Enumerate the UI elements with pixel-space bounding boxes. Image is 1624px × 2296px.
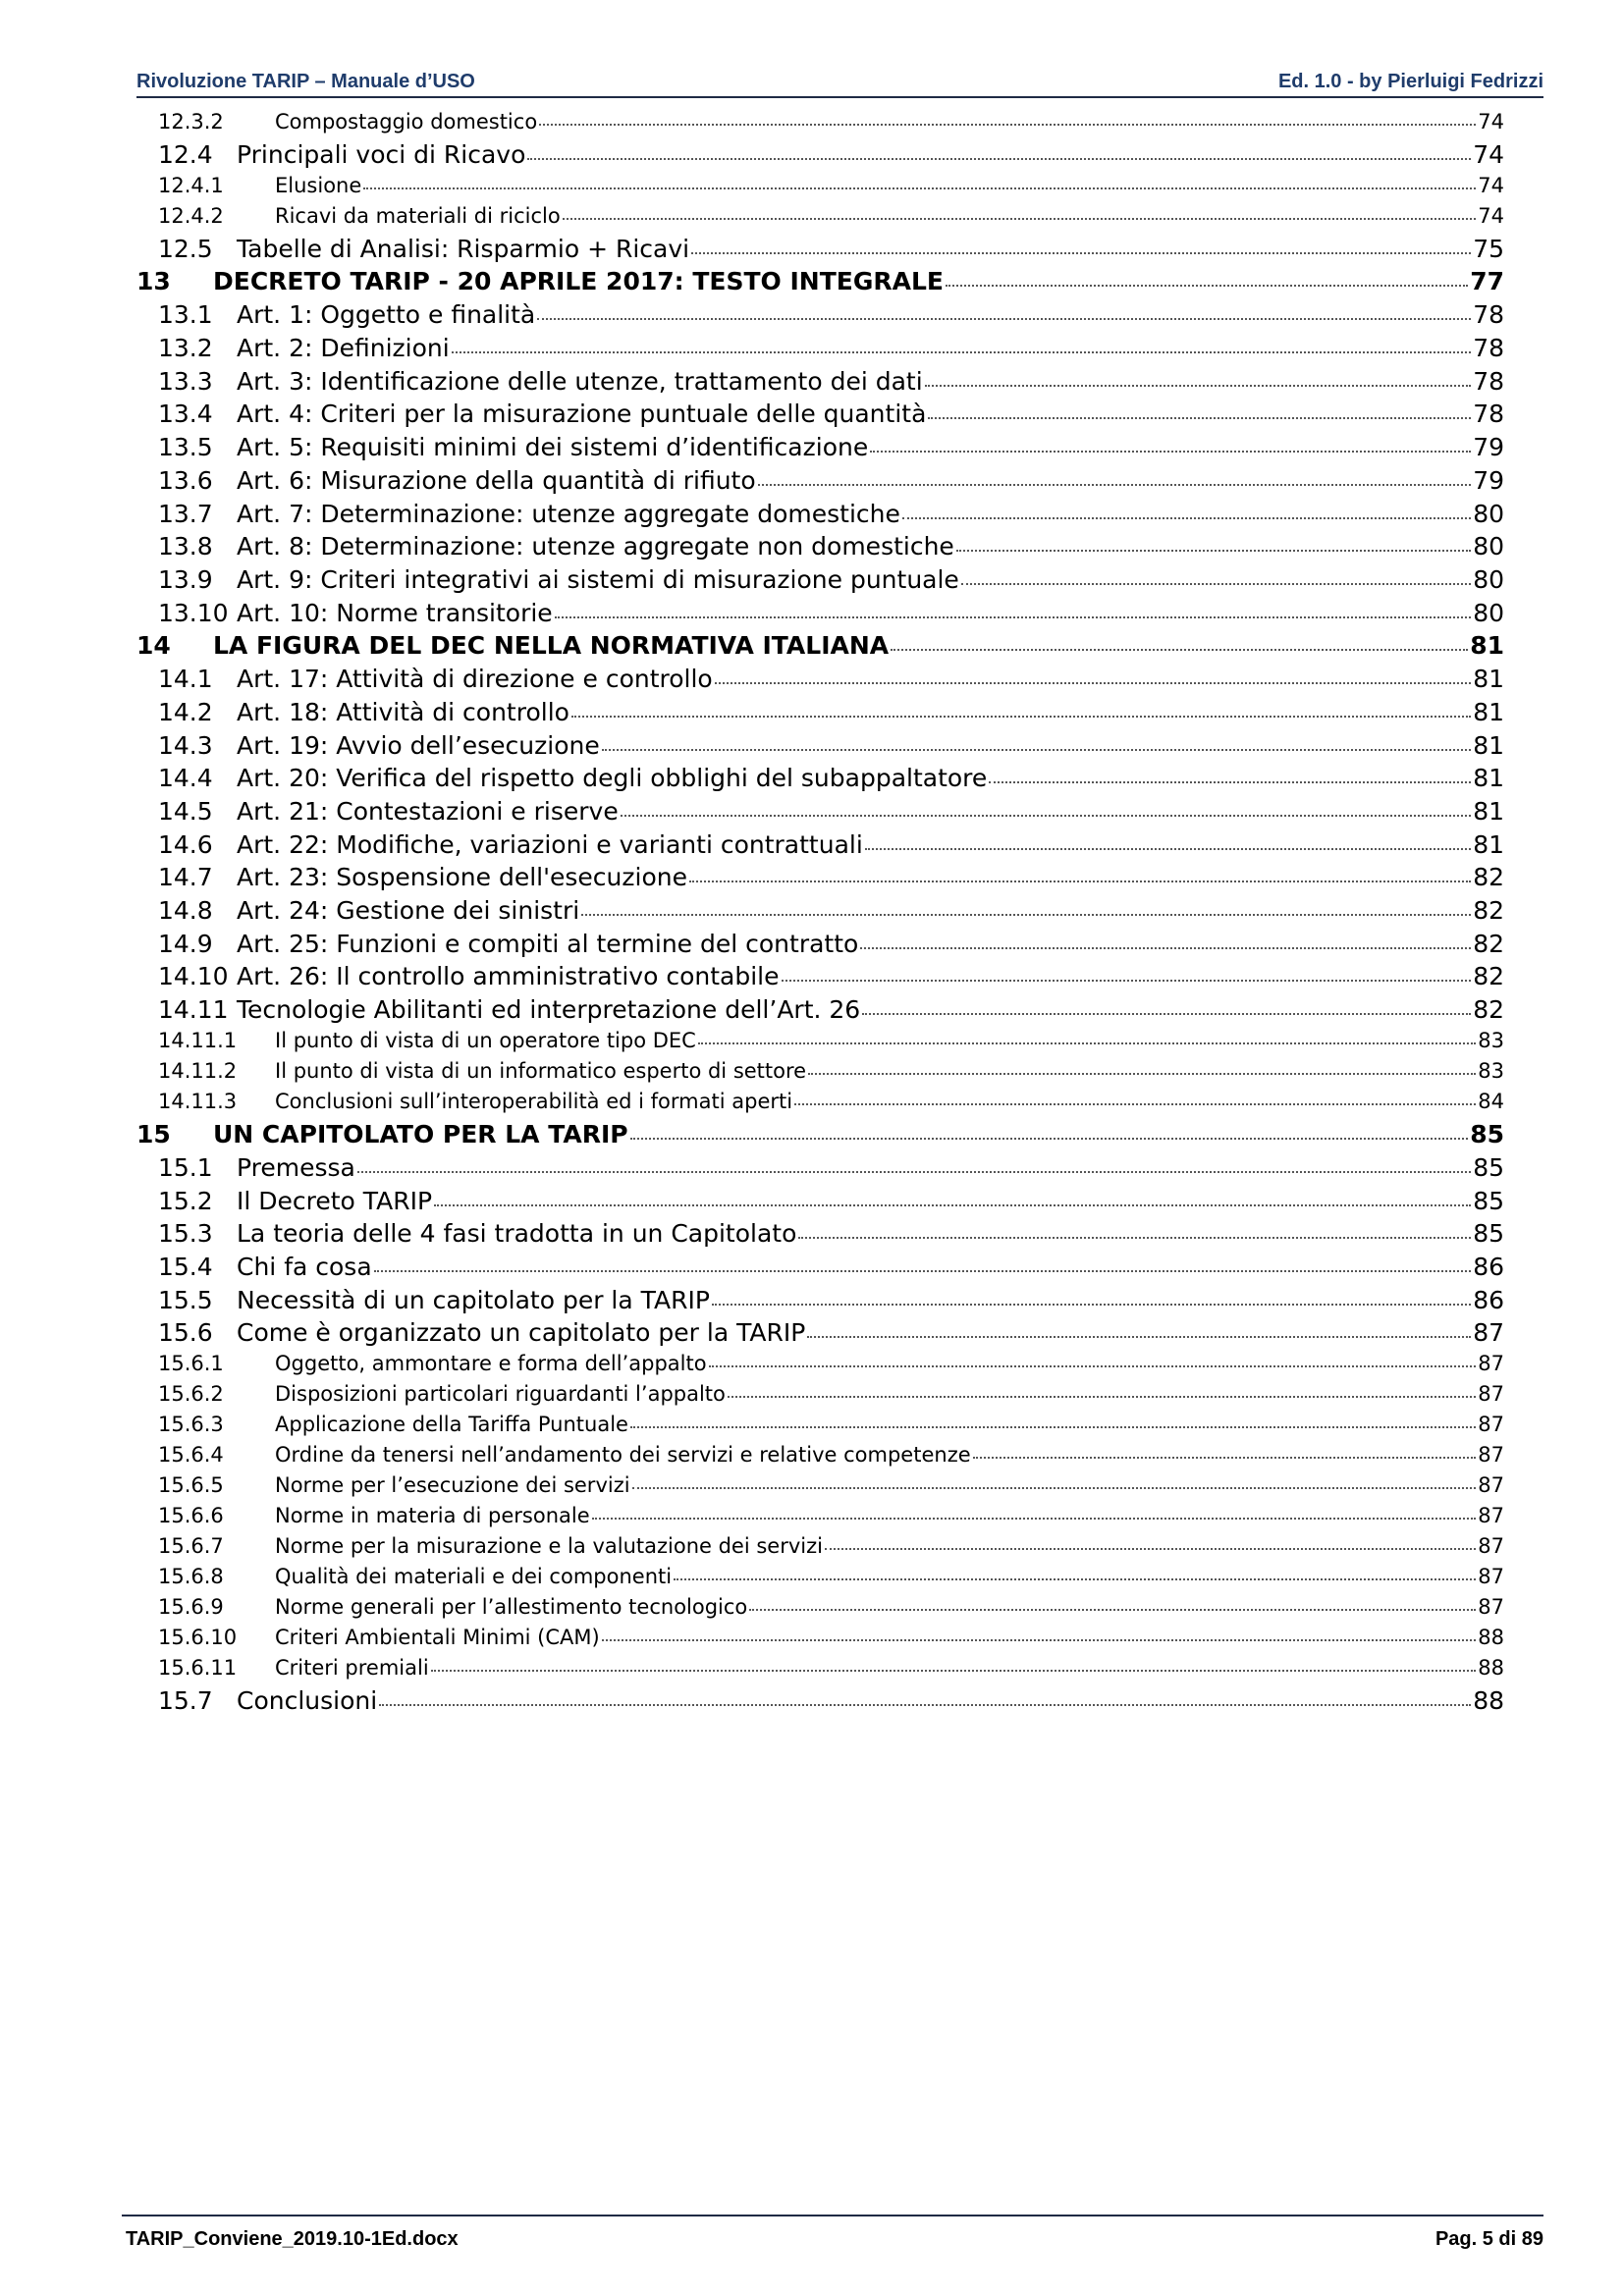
toc-entry-title: Tecnologie Abilitanti ed interpretazione dell’Art. 26 <box>237 995 861 1025</box>
toc-entry-page: 74 <box>1478 173 1504 197</box>
toc-dot-leader <box>794 1103 1476 1105</box>
toc-entry[interactable] <box>136 1352 1504 1382</box>
toc-dot-leader <box>798 1237 1471 1239</box>
toc-entry-page: 86 <box>1473 1252 1504 1281</box>
toc-entry-number: 14.5 <box>158 797 213 826</box>
toc-entry-title: Art. 5: Requisiti minimi dei sistemi d’identificazione <box>237 433 869 462</box>
toc-entry-number: 14.11.2 <box>158 1058 238 1083</box>
toc-entry[interactable] <box>136 267 1504 300</box>
toc-entry[interactable] <box>136 1382 1504 1413</box>
toc-entry-title: Norme in materia di personale <box>275 1503 590 1527</box>
toc-entry-number: 15.1 <box>158 1152 213 1182</box>
toc-entry-title: Art. 19: Avvio dell’esecuzione <box>237 730 600 760</box>
toc-entry-title: Norme per l’esecuzione dei servizi <box>275 1472 630 1497</box>
toc-entry-number: 13.2 <box>158 334 213 363</box>
toc-entry-title: Norme generali per l’allestimento tecnologico <box>275 1594 748 1619</box>
toc-entry-page: 82 <box>1473 929 1504 958</box>
toc-entry-page: 87 <box>1478 1503 1504 1527</box>
toc-dot-leader <box>555 616 1471 618</box>
toc-entry-page: 87 <box>1478 1472 1504 1497</box>
toc-entry[interactable] <box>136 1686 1504 1720</box>
toc-entry-title: Necessità di un capitolato per la TARIP <box>237 1285 710 1314</box>
toc-entry-page: 81 <box>1473 829 1504 859</box>
toc-entry-title: Compostaggio domestico <box>275 110 538 133</box>
toc-entry-title: Applicazione della Tariffa Puntuale <box>275 1412 628 1436</box>
toc-entry-page: 78 <box>1473 300 1504 330</box>
toc-entry[interactable] <box>136 1029 1504 1059</box>
toc-entry-title: Elusione <box>275 173 362 197</box>
toc-entry-title: Art. 9: Criteri integrativi ai sistemi di misurazione puntuale <box>237 564 959 594</box>
toc-entry-title: Art. 1: Oggetto e finalità <box>237 300 536 330</box>
toc-entry-title: Art. 6: Misurazione della quantità di rifiuto <box>237 465 756 495</box>
toc-dot-leader <box>689 881 1471 882</box>
toc-entry[interactable] <box>136 1253 1504 1286</box>
toc-entry-number: 15.6.6 <box>158 1503 224 1527</box>
toc-dot-leader <box>698 1042 1476 1044</box>
toc-entry-title: Art. 17: Attività di direzione e controllo <box>237 665 713 694</box>
toc-dot-leader <box>602 749 1471 751</box>
toc-entry[interactable] <box>136 1187 1504 1220</box>
toc-entry-number: 13.6 <box>158 465 213 495</box>
toc-entry-page: 82 <box>1473 896 1504 926</box>
toc-dot-leader <box>973 1457 1477 1459</box>
toc-entry-title: Come è organizzato un capitolato per la TARIP <box>237 1318 806 1348</box>
toc-entry-title: Conclusioni <box>237 1685 378 1715</box>
toc-entry-page: 78 <box>1473 334 1504 363</box>
toc-entry-number: 14.1 <box>158 665 213 694</box>
toc-entry-title: Art. 7: Determinazione: utenze aggregate domestiche <box>237 499 900 528</box>
toc-entry-number: 15 <box>136 1119 171 1148</box>
toc-dot-leader <box>539 124 1476 126</box>
toc-dot-leader <box>715 682 1471 684</box>
toc-entry[interactable] <box>136 698 1504 731</box>
toc-entry-page: 78 <box>1473 366 1504 396</box>
toc-entry-number: 15.6.3 <box>158 1412 224 1436</box>
toc-entry[interactable] <box>136 367 1504 400</box>
toc-entry-page: 87 <box>1473 1318 1504 1348</box>
toc-entry-page: 81 <box>1473 764 1504 793</box>
toc-entry-page: 82 <box>1473 995 1504 1025</box>
toc-entry-title: Il Decreto TARIP <box>237 1186 433 1215</box>
toc-dot-leader <box>571 716 1471 718</box>
toc-entry-title: Art. 2: Definizioni <box>237 334 450 363</box>
toc-entry-page: 84 <box>1478 1089 1504 1113</box>
toc-dot-leader <box>374 1270 1472 1272</box>
toc-entry[interactable] <box>136 235 1504 268</box>
toc-entry-page: 85 <box>1470 1119 1504 1148</box>
toc-entry-title: Oggetto, ammontare e forma dell’appalto <box>275 1351 707 1375</box>
toc-dot-leader <box>862 1013 1471 1015</box>
toc-entry-page: 82 <box>1473 863 1504 892</box>
table-of-contents <box>136 110 1504 1720</box>
toc-entry-number: 13.8 <box>158 532 213 561</box>
toc-entry[interactable] <box>136 1153 1504 1187</box>
toc-entry[interactable] <box>136 731 1504 765</box>
toc-dot-leader <box>357 1171 1471 1173</box>
toc-entry-title: Tabelle di Analisi: Risparmio + Ricavi <box>237 234 690 263</box>
toc-entry[interactable] <box>136 1473 1504 1504</box>
toc-entry-page: 79 <box>1473 433 1504 462</box>
toc-entry-page: 83 <box>1478 1028 1504 1052</box>
toc-entry[interactable] <box>136 830 1504 864</box>
toc-entry-page: 82 <box>1473 962 1504 991</box>
toc-entry[interactable] <box>136 174 1504 204</box>
footer-filename: TARIP_Conviene_2019.10-1Ed.docx <box>126 2228 459 2250</box>
toc-entry-page: 80 <box>1473 499 1504 528</box>
toc-entry-number: 13.5 <box>158 433 213 462</box>
toc-entry-page: 80 <box>1473 532 1504 561</box>
toc-entry-page: 74 <box>1478 203 1504 228</box>
toc-dot-leader <box>925 385 1472 387</box>
toc-dot-leader <box>782 980 1472 982</box>
toc-entry-page: 87 <box>1478 1442 1504 1467</box>
toc-dot-leader <box>891 649 1468 651</box>
toc-dot-leader <box>808 1073 1476 1075</box>
toc-entry-number: 15.6.8 <box>158 1564 224 1588</box>
toc-entry[interactable] <box>136 962 1504 995</box>
toc-entry-title: Chi fa cosa <box>237 1252 372 1281</box>
toc-entry-number: 15.2 <box>158 1186 213 1215</box>
toc-dot-leader <box>709 1365 1477 1367</box>
toc-entry[interactable] <box>136 466 1504 500</box>
toc-entry[interactable] <box>136 1318 1504 1352</box>
toc-entry[interactable] <box>136 764 1504 797</box>
toc-entry-page: 85 <box>1473 1186 1504 1215</box>
toc-entry[interactable] <box>136 1656 1504 1686</box>
toc-entry-page: 87 <box>1478 1533 1504 1558</box>
toc-entry[interactable] <box>136 863 1504 896</box>
toc-entry[interactable] <box>136 665 1504 698</box>
toc-entry-number: 13.4 <box>158 400 213 429</box>
toc-entry-number: 14.3 <box>158 730 213 760</box>
toc-entry-page: 81 <box>1473 665 1504 694</box>
toc-entry[interactable] <box>136 204 1504 235</box>
toc-entry-title: Disposizioni particolari riguardanti l’appalto <box>275 1381 726 1406</box>
toc-dot-leader <box>807 1336 1471 1338</box>
toc-entry-number: 14.11.3 <box>158 1089 238 1113</box>
toc-entry-number: 15.6 <box>158 1318 213 1348</box>
toc-entry-number: 12.4.1 <box>158 173 224 197</box>
toc-entry-title: Ordine da tenersi nell’andamento dei servizi e relative competenze <box>275 1442 971 1467</box>
toc-dot-leader <box>961 583 1471 585</box>
toc-entry[interactable] <box>136 1286 1504 1319</box>
toc-entry[interactable] <box>136 1059 1504 1090</box>
toc-entry-number: 14.4 <box>158 764 213 793</box>
toc-dot-leader <box>749 1609 1476 1611</box>
toc-entry[interactable] <box>136 1504 1504 1534</box>
toc-entry-title: Art. 4: Criteri per la misurazione puntuale delle quantità <box>237 400 927 429</box>
toc-entry-number: 15.6.2 <box>158 1381 224 1406</box>
toc-entry-page: 75 <box>1473 234 1504 263</box>
toc-dot-leader <box>431 1670 1477 1672</box>
toc-entry[interactable] <box>136 334 1504 367</box>
toc-entry-number: 15.6.5 <box>158 1472 224 1497</box>
toc-entry-title: Art. 10: Norme transitorie <box>237 598 553 627</box>
toc-entry-number: 13.3 <box>158 366 213 396</box>
toc-dot-leader <box>581 914 1471 916</box>
toc-entry-title: Conclusioni sull’interoperabilità ed i formati aperti <box>275 1089 793 1113</box>
toc-entry-title: Art. 20: Verifica del rispetto degli obblighi del subappaltatore <box>237 764 988 793</box>
toc-entry-number: 15.5 <box>158 1285 213 1314</box>
toc-dot-leader <box>870 451 1471 453</box>
toc-entry-number: 12.3.2 <box>158 110 224 133</box>
toc-entry-number: 14.10 <box>158 962 229 991</box>
toc-entry-title: DECRETO TARIP - 20 APRILE 2017: TESTO INTEGRALE <box>213 267 944 296</box>
toc-dot-leader <box>527 158 1471 160</box>
toc-entry-number: 15.6.10 <box>158 1625 238 1649</box>
toc-entry-page: 87 <box>1478 1564 1504 1588</box>
toc-entry[interactable] <box>136 995 1504 1029</box>
toc-dot-leader <box>825 1548 1476 1550</box>
toc-entry[interactable] <box>136 1534 1504 1565</box>
toc-entry-number: 12.5 <box>158 234 213 263</box>
header-document-title: Rivoluzione TARIP – Manuale d’USO <box>136 71 475 92</box>
toc-entry-title: Norme per la misurazione e la valutazione dei servizi <box>275 1533 823 1558</box>
toc-dot-leader <box>758 484 1472 486</box>
toc-dot-leader <box>865 848 1471 850</box>
toc-entry-title: Principali voci di Ricavo <box>237 140 526 169</box>
toc-entry[interactable] <box>136 1595 1504 1626</box>
toc-dot-leader <box>860 947 1471 949</box>
toc-entry-number: 14.11.1 <box>158 1028 238 1052</box>
toc-dot-leader <box>621 815 1471 817</box>
toc-entry[interactable] <box>136 400 1504 433</box>
toc-entry-page: 87 <box>1478 1381 1504 1406</box>
page-header <box>136 67 1543 98</box>
toc-entry-page: 86 <box>1473 1285 1504 1314</box>
toc-entry-number: 13.1 <box>158 300 213 330</box>
toc-entry-page: 74 <box>1478 110 1504 133</box>
toc-entry-title: Art. 25: Funzioni e compiti al termine del contratto <box>237 929 859 958</box>
toc-entry[interactable] <box>136 631 1504 665</box>
toc-entry-number: 14.2 <box>158 697 213 726</box>
toc-dot-leader <box>691 252 1471 254</box>
toc-entry-page: 88 <box>1473 1685 1504 1715</box>
toc-entry-title: Art. 8: Determinazione: utenze aggregate non domestiche <box>237 532 954 561</box>
toc-entry-page: 80 <box>1473 598 1504 627</box>
toc-entry-number: 15.6.9 <box>158 1594 224 1619</box>
toc-entry-page: 78 <box>1473 400 1504 429</box>
toc-entry-number: 15.6.4 <box>158 1442 224 1467</box>
toc-entry[interactable] <box>136 599 1504 632</box>
toc-entry-number: 15.6.11 <box>158 1655 238 1680</box>
toc-dot-leader <box>452 351 1472 353</box>
toc-entry-number: 15.4 <box>158 1252 213 1281</box>
toc-entry-title: UN CAPITOLATO PER LA TARIP <box>213 1119 628 1148</box>
toc-dot-leader <box>434 1204 1471 1206</box>
toc-dot-leader <box>989 781 1471 783</box>
toc-dot-leader <box>928 417 1471 419</box>
toc-entry-page: 81 <box>1473 730 1504 760</box>
toc-entry[interactable] <box>136 110 1504 140</box>
toc-dot-leader <box>379 1704 1471 1706</box>
toc-dot-leader <box>537 318 1471 320</box>
toc-dot-leader <box>630 1426 1476 1428</box>
toc-entry[interactable] <box>136 930 1504 963</box>
toc-entry[interactable] <box>136 1120 1504 1153</box>
toc-entry-title: Art. 23: Sospensione dell'esecuzione <box>237 863 687 892</box>
toc-entry-page: 85 <box>1473 1152 1504 1182</box>
toc-entry-title: Art. 24: Gestione dei sinistri <box>237 896 580 926</box>
toc-entry-number: 14.8 <box>158 896 213 926</box>
toc-dot-leader <box>592 1518 1477 1520</box>
toc-dot-leader <box>728 1396 1476 1398</box>
toc-entry-page: 83 <box>1478 1058 1504 1083</box>
toc-entry-page: 81 <box>1473 797 1504 826</box>
toc-entry-page: 81 <box>1470 631 1504 661</box>
toc-entry-number: 15.6.1 <box>158 1351 224 1375</box>
toc-entry-title: Qualità dei materiali e dei componenti <box>275 1564 673 1588</box>
toc-dot-leader <box>602 1639 1477 1641</box>
toc-entry-title: Il punto di vista di un informatico esperto di settore <box>275 1058 807 1083</box>
toc-entry-page: 85 <box>1473 1219 1504 1249</box>
toc-entry-number: 12.4 <box>158 140 213 169</box>
toc-dot-leader <box>674 1578 1476 1580</box>
toc-entry[interactable] <box>136 1219 1504 1253</box>
toc-entry-page: 87 <box>1478 1594 1504 1619</box>
page-footer <box>122 2215 1543 2256</box>
toc-entry[interactable] <box>136 565 1504 599</box>
toc-dot-leader <box>630 1138 1469 1140</box>
footer-page-number: Pag. 5 di 89 <box>1435 2228 1543 2250</box>
toc-entry[interactable] <box>136 1626 1504 1656</box>
toc-entry-page: 87 <box>1478 1412 1504 1436</box>
toc-entry-number: 15.6.7 <box>158 1533 224 1558</box>
toc-entry-title: Criteri premiali <box>275 1655 429 1680</box>
toc-entry[interactable] <box>136 896 1504 930</box>
toc-entry[interactable] <box>136 1565 1504 1595</box>
toc-entry-number: 14.6 <box>158 829 213 859</box>
toc-entry[interactable] <box>136 1413 1504 1443</box>
toc-entry-title: Art. 3: Identificazione delle utenze, trattamento dei dati <box>237 366 923 396</box>
toc-entry-title: Ricavi da materiali di riciclo <box>275 203 561 228</box>
toc-entry-title: Art. 26: Il controllo amministrativo contabile <box>237 962 780 991</box>
toc-entry[interactable] <box>136 140 1504 174</box>
toc-entry-number: 14.7 <box>158 863 213 892</box>
toc-entry-page: 80 <box>1473 564 1504 594</box>
toc-entry[interactable] <box>136 1090 1504 1120</box>
toc-entry-title: Art. 22: Modifiche, variazioni e varianti contrattuali <box>237 829 863 859</box>
toc-entry-number: 12.4.2 <box>158 203 224 228</box>
toc-entry-page: 88 <box>1478 1655 1504 1680</box>
toc-dot-leader <box>946 285 1468 287</box>
toc-entry-number: 15.3 <box>158 1219 213 1249</box>
toc-dot-leader <box>712 1304 1471 1306</box>
toc-entry-title: Art. 18: Attività di controllo <box>237 697 569 726</box>
toc-dot-leader <box>902 517 1471 519</box>
toc-entry-number: 13.10 <box>158 598 229 627</box>
toc-entry-page: 79 <box>1473 465 1504 495</box>
toc-dot-leader <box>956 550 1471 552</box>
toc-entry[interactable] <box>136 300 1504 334</box>
toc-entry-number: 14.11 <box>158 995 229 1025</box>
toc-entry-number: 13 <box>136 267 171 296</box>
toc-entry-title: Criteri Ambientali Minimi (CAM) <box>275 1625 600 1649</box>
toc-entry-title: Premessa <box>237 1152 355 1182</box>
toc-entry-title: Art. 21: Contestazioni e riserve <box>237 797 619 826</box>
toc-dot-leader <box>363 187 1476 189</box>
toc-entry-title: LA FIGURA DEL DEC NELLA NORMATIVA ITALIANA <box>213 631 890 661</box>
toc-dot-leader <box>563 218 1477 220</box>
toc-entry-page: 74 <box>1473 140 1504 169</box>
toc-entry[interactable] <box>136 1443 1504 1473</box>
toc-entry-number: 14 <box>136 631 171 661</box>
toc-entry-number: 15.7 <box>158 1685 213 1715</box>
toc-entry-page: 87 <box>1478 1351 1504 1375</box>
toc-entry-number: 14.9 <box>158 929 213 958</box>
toc-entry-page: 77 <box>1470 267 1504 296</box>
toc-entry[interactable] <box>136 532 1504 565</box>
toc-entry-page: 88 <box>1478 1625 1504 1649</box>
toc-entry-page: 81 <box>1473 697 1504 726</box>
header-edition-author: Ed. 1.0 - by Pierluigi Fedrizzi <box>1277 71 1543 92</box>
toc-entry[interactable] <box>136 500 1504 533</box>
toc-entry-title: Il punto di vista di un operatore tipo DEC <box>275 1028 696 1052</box>
toc-dot-leader <box>632 1487 1477 1489</box>
toc-entry-number: 13.9 <box>158 564 213 594</box>
toc-entry[interactable] <box>136 797 1504 830</box>
toc-entry-title: La teoria delle 4 fasi tradotta in un Capitolato <box>237 1219 797 1249</box>
toc-entry-number: 13.7 <box>158 499 213 528</box>
toc-entry[interactable] <box>136 433 1504 466</box>
